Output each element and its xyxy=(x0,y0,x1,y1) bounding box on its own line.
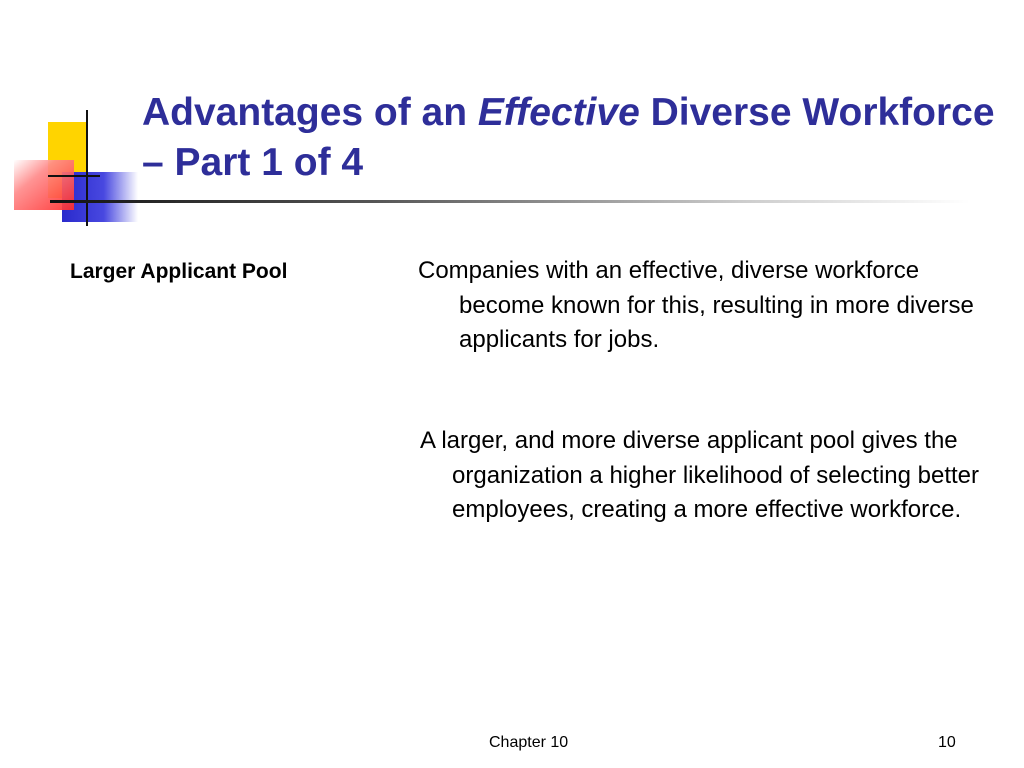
title-text-end: Diverse Workforce – Part 1 of 4 xyxy=(142,91,995,184)
footer-chapter: Chapter 10 xyxy=(489,734,569,751)
title-text-start: Advantages of an xyxy=(142,91,478,134)
slide-number: 10 xyxy=(938,734,956,751)
title-emphasis-word: Effective xyxy=(477,91,640,134)
body-paragraph-1: Companies with an effective, diverse workforce become known for this, resulting in more diverse applicants for jobs. xyxy=(418,257,981,353)
slide-title xyxy=(142,88,1002,188)
title-underline xyxy=(50,199,970,205)
row-label: Larger Applicant Pool xyxy=(70,260,288,283)
body-paragraph-2: A larger, and more diverse applicant pool gives the organization a higher likelihood of selecting better employees, creating a more effective workforce. xyxy=(420,427,986,523)
